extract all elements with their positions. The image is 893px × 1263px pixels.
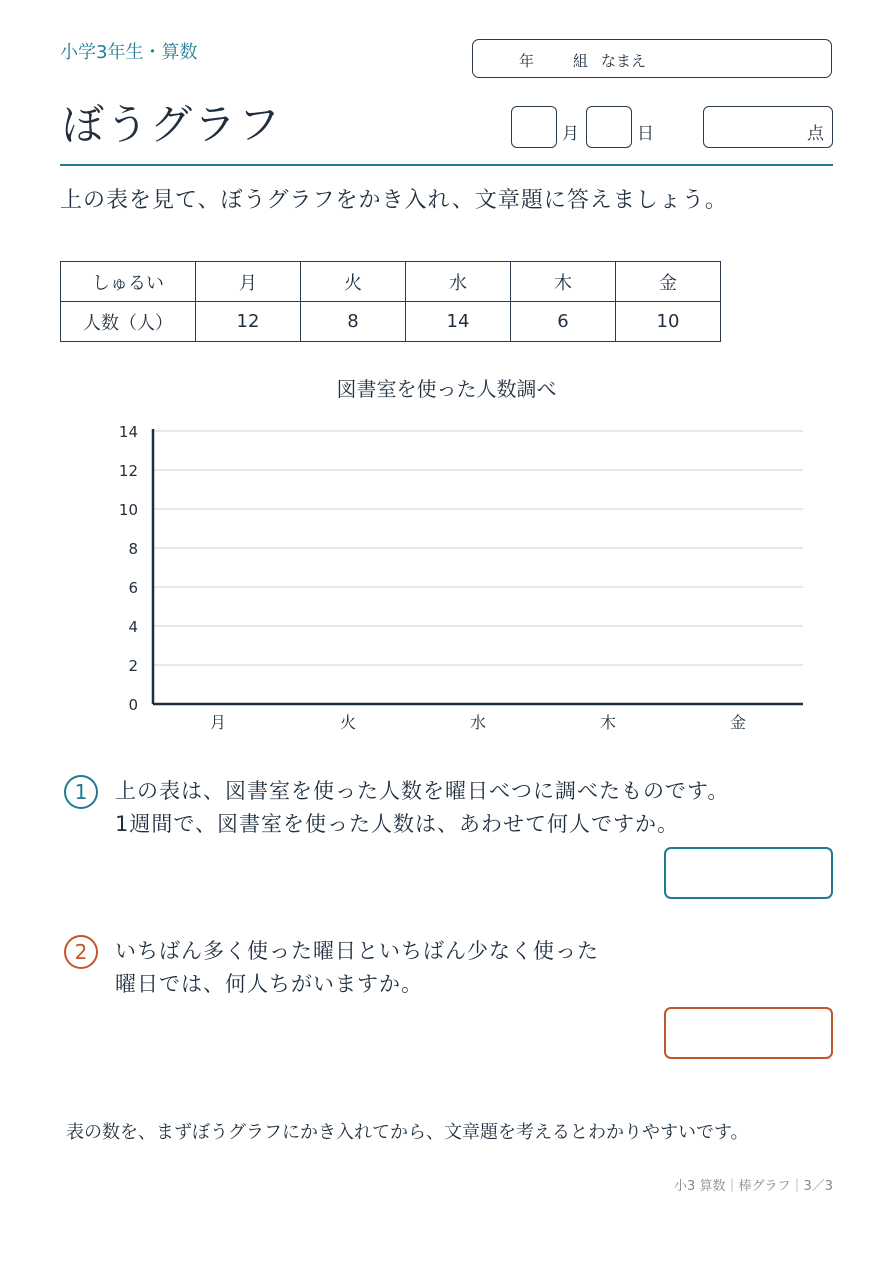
answer-1-field[interactable] [664, 847, 833, 899]
table-cell: 10 [616, 302, 721, 342]
y-tick-label: 8 [128, 540, 138, 558]
table-column-header: 月 [196, 262, 301, 302]
question-2-number: 2 [64, 935, 98, 969]
table-value-row [61, 302, 721, 342]
table-column-header: 金 [616, 262, 721, 302]
x-tick-label: 水 [469, 713, 487, 732]
table-header-row [61, 262, 721, 302]
question-1-line: 1週間で、図書室を使った人数は、あわせて何人ですか。 [115, 812, 679, 836]
y-tick-label: 12 [118, 462, 138, 480]
x-tick-label: 月 [209, 713, 227, 732]
y-tick-label: 10 [118, 501, 138, 519]
header-divider [60, 164, 833, 166]
question-1-number: 1 [64, 775, 98, 809]
table-cell: 6 [511, 302, 616, 342]
x-tick-label: 木 [599, 713, 617, 732]
y-tick-label: 4 [128, 618, 138, 636]
day-field[interactable] [586, 106, 632, 148]
instruction-text: 上の表を見て、ぼうグラフをかき入れ、文章題に答えましょう。 [60, 188, 728, 213]
table-row-header: 人数（人） [61, 302, 196, 342]
year-label: 年 [519, 52, 535, 70]
question-2-text [115, 935, 599, 1001]
y-tick-label: 0 [128, 696, 138, 714]
page-footer: 小3 算数｜棒グラフ｜3／3 [674, 1179, 833, 1194]
score-label: 点 [807, 124, 824, 144]
answer-2-field[interactable] [664, 1007, 833, 1059]
day-label: 日 [637, 124, 654, 144]
data-table [60, 261, 721, 342]
x-tick-label: 火 [339, 713, 357, 732]
class-label: 組 [573, 52, 589, 70]
table-cell: 12 [196, 302, 301, 342]
table-column-header: 木 [511, 262, 616, 302]
question-1-line: 上の表は、図書室を使った人数を曜日べつに調べたものです。 [115, 779, 730, 803]
table-row-header: しゅるい [61, 262, 196, 302]
page-title: ぼうグラフ [62, 100, 283, 149]
month-field[interactable] [511, 106, 557, 148]
name-label: なまえ [601, 52, 647, 70]
y-tick-label: 14 [118, 423, 138, 441]
table-column-header: 水 [406, 262, 511, 302]
chart-title: 図書室を使った人数調べ [336, 377, 557, 401]
y-tick-label: 6 [128, 579, 138, 597]
x-tick-label: 金 [729, 713, 747, 732]
table-cell: 8 [301, 302, 406, 342]
hint-text: 表の数を、まずぼうグラフにかき入れてから、文章題を考えるとわかりやすいです。 [66, 1122, 749, 1143]
bar-chart[interactable] [0, 410, 893, 740]
question-2-line: いちばん多く使った曜日といちばん少なく使った [115, 939, 599, 963]
score-field[interactable] [703, 106, 833, 148]
grade-subject-label: 小学3年生・算数 [60, 42, 198, 63]
month-label: 月 [562, 124, 579, 144]
table-cell: 14 [406, 302, 511, 342]
question-1-text [115, 775, 729, 841]
y-tick-label: 2 [128, 657, 138, 675]
question-2-line: 曜日では、何人ちがいますか。 [115, 972, 423, 996]
name-field[interactable] [472, 39, 832, 78]
table-column-header: 火 [301, 262, 406, 302]
